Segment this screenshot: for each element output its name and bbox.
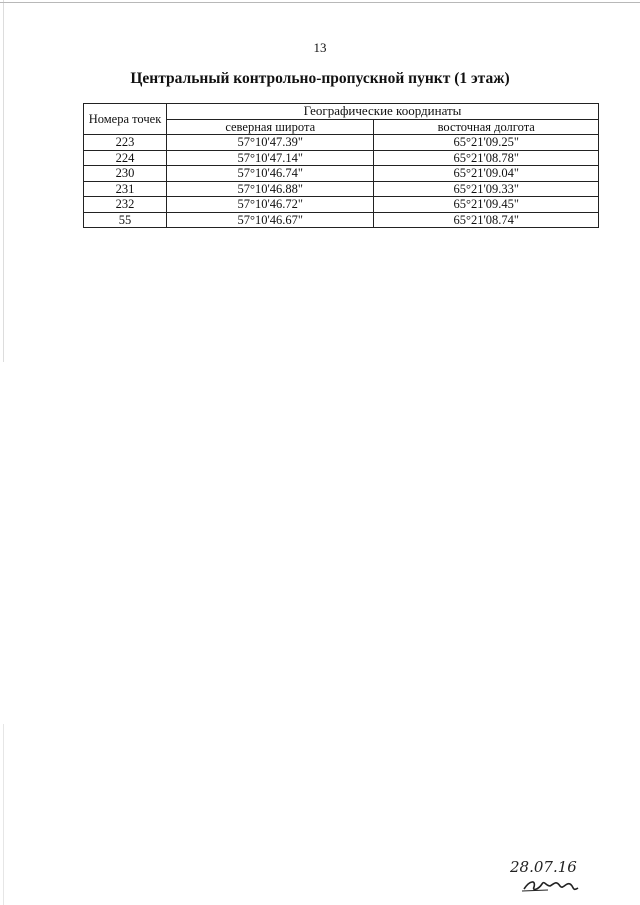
longitude-value: 65°21'08.74"	[374, 212, 599, 228]
table-row	[84, 197, 599, 213]
latitude-value: 57°10'46.72"	[167, 197, 374, 213]
table-row	[84, 150, 599, 166]
latitude-column-header: северная широта	[167, 119, 374, 135]
scan-edge-top	[0, 2, 640, 3]
point-number: 223	[84, 135, 167, 151]
latitude-value: 57°10'47.14"	[167, 150, 374, 166]
table-row	[84, 181, 599, 197]
longitude-value: 65°21'09.04"	[374, 166, 599, 182]
scan-edge-left	[3, 0, 4, 905]
coordinates-table	[83, 103, 599, 228]
handwritten-signature	[508, 856, 598, 894]
signature-date: 28.07.16	[510, 858, 577, 876]
point-number: 231	[84, 181, 167, 197]
longitude-value: 65°21'08.78"	[374, 150, 599, 166]
table-row	[84, 166, 599, 182]
point-number: 230	[84, 166, 167, 182]
signature-underline	[522, 890, 548, 891]
document-title: Центральный контрольно-пропускной пункт (1 этаж)	[130, 70, 510, 87]
point-number: 55	[84, 212, 167, 228]
page-number: 13	[313, 40, 327, 55]
geo-coordinates-header: Географические координаты	[167, 104, 599, 120]
table-row	[84, 135, 599, 151]
latitude-value: 57°10'46.88"	[167, 181, 374, 197]
longitude-value: 65°21'09.25"	[374, 135, 599, 151]
longitude-value: 65°21'09.33"	[374, 181, 599, 197]
latitude-value: 57°10'47.39"	[167, 135, 374, 151]
table-row	[84, 212, 599, 228]
signature-scribble	[524, 882, 578, 889]
point-number: 232	[84, 197, 167, 213]
latitude-value: 57°10'46.74"	[167, 166, 374, 182]
longitude-value: 65°21'09.45"	[374, 197, 599, 213]
points-column-header: Номера точек	[84, 104, 167, 135]
longitude-column-header: восточная долгота	[374, 119, 599, 135]
latitude-value: 57°10'46.67"	[167, 212, 374, 228]
point-number: 224	[84, 150, 167, 166]
